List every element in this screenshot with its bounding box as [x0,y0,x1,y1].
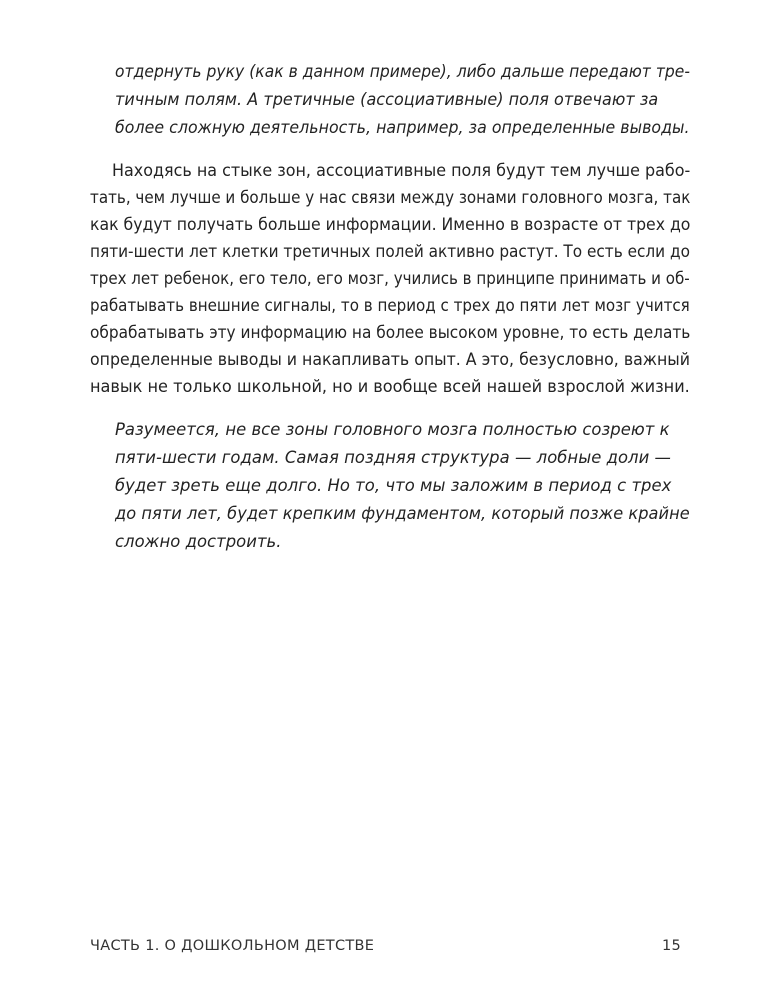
p3-line-3: будет зреть еще долго. Но то, что мы заложим в период с трех [115,476,672,495]
p2-line-8: определенные выводы и накапливать опыт. А это, безусловно, важный [90,350,690,369]
running-head: ЧАСТЬ 1. О ДОШКОЛЬНОМ ДЕТСТВЕ [90,938,375,954]
page-number: 15 [662,938,682,954]
p2-line-6: рабатывать внешние сигналы, то в период с трех до пяти лет мозг учится [90,296,690,315]
p3-line-2: пяти-шести годам. Самая поздняя структура — лобные доли — [115,448,671,467]
p3-line-5: сложно достроить. [115,532,282,551]
p3-line-1: Разумеется, не все зоны головного мозга полностью созреют к [115,420,670,439]
p2-line-1: Находясь на стыке зон, ассоциативные поля будут тем лучше рабо- [112,161,691,180]
p1-line-3: более сложную деятельность, например, за определенные выводы. [115,118,690,137]
p1-line-2: тичным полям. А третичные (ассоциативные) поля отвечают за [115,90,659,109]
p2-line-5: трех лет ребенок, его тело, его мозг, учились в принципе принимать и об- [90,269,690,288]
p1-line-1: отдернуть руку (как в данном примере), либо дальше передают тре- [115,62,691,81]
p2-line-2: тать, чем лучше и больше у нас связи между зонами головного мозга, так [90,188,691,207]
p3-line-4: до пяти лет, будет крепким фундаментом, который позже крайне [115,504,690,523]
p2-line-3: как будут получать больше информации. Именно в возрасте от трех до [90,215,691,234]
p2-line-4: пяти-шести лет клетки третичных полей активно растут. То есть если до [90,242,690,261]
p2-line-7: обрабатывать эту информацию на более высоком уровне, то есть делать [90,323,691,342]
p2-line-9: навык не только школьной, но и вообще всей нашей взрослой жизни. [90,377,690,396]
